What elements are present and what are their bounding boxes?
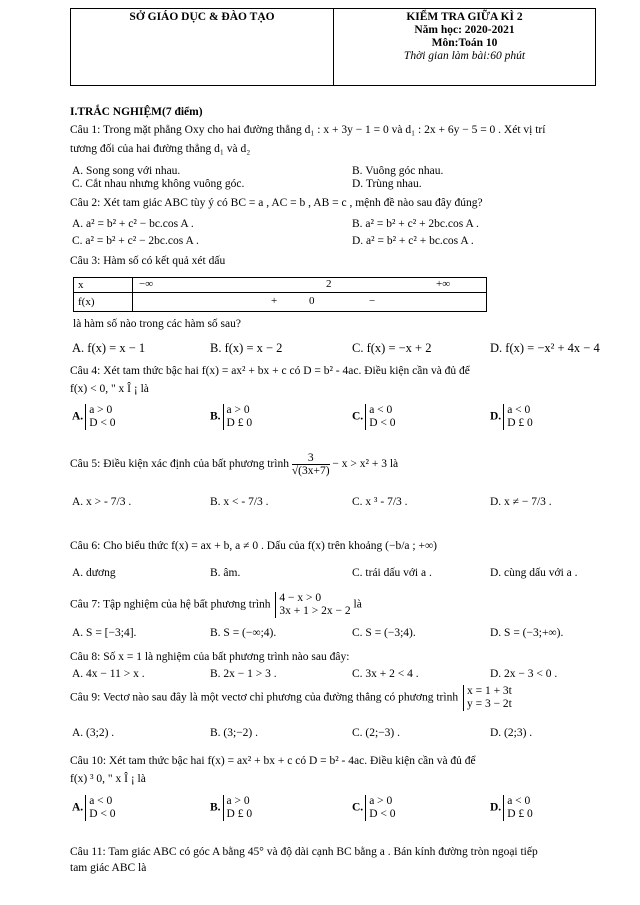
question-5-text: Câu 5: Điều kiện xác định của bất phương trình $\frac{3}{√(3x+7)}$ − x > x² + 3 là: [70, 452, 399, 477]
department-name: SỞ GIÁO DỤC & ĐÀO TẠO: [71, 9, 334, 85]
q10-option-d: D. a < 0 D £ 0: [490, 795, 533, 820]
sign-table-minus: −: [369, 295, 376, 307]
question-11-text: Câu 11: Tam giác ABC có góc A bằng 45° và độ dài cạnh BC bằng a . Bán kính đường tròn ngoại tiếp: [70, 846, 538, 858]
question-2-text: Câu 2: Xét tam giác ABC tùy ý có BC = a , AC = b , AB = c , mệnh đề nào sau đây đúng?: [70, 197, 483, 209]
q8-option-d: D. 2x − 3 < 0 .: [490, 668, 558, 680]
sign-table-plus: +: [271, 295, 278, 307]
q8-option-b: B. 2x − 1 > 3 .: [210, 668, 277, 680]
q3-option-c: C. f(x) = −x + 2: [352, 341, 432, 355]
q9-option-a: A. (3;2) .: [72, 727, 115, 739]
q5-option-c: C. x ³ - 7/3 .: [352, 496, 408, 508]
q4-option-a: A. a > 0 D < 0: [72, 404, 116, 429]
q4-option-b: B. a > 0 D £ 0: [210, 404, 253, 429]
q1-option-c: C. Cắt nhau nhưng không vuông góc.: [72, 178, 245, 190]
question-4-text-2: f(x) < 0, " x Î ¡ là: [70, 383, 149, 395]
question-1-text-2: tương đối của hai đường thẳng d₁ và d₂: [70, 143, 251, 155]
q6-option-d: D. cùng dấu với a .: [490, 567, 578, 579]
q8-option-a: A. 4x − 11 > x .: [72, 668, 145, 680]
exam-info: [334, 9, 595, 85]
question-3-text-2: là hàm số nào trong các hàm số sau?: [73, 318, 241, 330]
sign-table-zero: 0: [309, 295, 315, 307]
question-9-text: Câu 9: Vectơ nào sau đây là một vectơ chỉ phương của đường thẳng có phương trình x = 1 + 3t y = 3 − 2t: [70, 685, 512, 710]
subject: Môn:Toán 10: [431, 37, 498, 49]
q7-option-b: B. S = (−∞;4).: [210, 627, 277, 639]
exam-header: [70, 8, 596, 86]
q6-option-b: B. âm.: [210, 567, 241, 579]
q2-option-a: A. a² = b² + c² − bc.cos A .: [72, 218, 194, 230]
q7-option-c: C. S = (−3;4).: [352, 627, 416, 639]
q7-system: 4 − x > 0 3x + 1 > 2x − 2: [275, 592, 350, 618]
question-4-text: Câu 4: Xét tam thức bậc hai f(x) = ax² + bx + c có D = b² - 4ac. Điều kiện cần và đủ để: [70, 365, 470, 377]
q3-option-b: B. f(x) = x − 2: [210, 341, 283, 355]
question-7-text: Câu 7: Tập nghiệm của hệ bất phương trình 4 − x > 0 3x + 1 > 2x − 2 là: [70, 592, 362, 617]
q2-option-d: D. a² = b² + c² + bc.cos A .: [352, 235, 474, 247]
q8-option-c: C. 3x + 2 < 4 .: [352, 668, 419, 680]
sign-table: [73, 277, 487, 312]
sign-table-x: x: [74, 278, 133, 293]
q9-system: x = 1 + 3t y = 3 − 2t: [463, 685, 512, 711]
q7-option-a: A. S = [−3;4].: [72, 627, 137, 639]
q2-option-b: B. a² = b² + c² + 2bc.cos A .: [352, 218, 479, 230]
school-year: Năm học: 2020-2021: [414, 24, 515, 36]
q1-option-b: B. Vuông góc nhau.: [352, 165, 444, 177]
q9-option-c: C. (2;−3) .: [352, 727, 401, 739]
q6-option-a: A. dương: [72, 567, 116, 579]
exam-title: KIỂM TRA GIỮA KÌ 2: [406, 11, 523, 23]
sign-table-neginf: −∞: [139, 278, 154, 290]
q4-option-c: C. a < 0 D < 0: [352, 404, 396, 429]
question-10-text-2: f(x) ³ 0, " x Î ¡ là: [70, 773, 146, 785]
q9-option-b: B. (3;−2) .: [210, 727, 259, 739]
q4-option-d: D. a < 0 D £ 0: [490, 404, 533, 429]
question-6-text: Câu 6: Cho biểu thức f(x) = ax + b, a ≠ 0 . Dấu của f(x) trên khoảng (−b/a ; +∞): [70, 540, 437, 552]
question-11-text-2: tam giác ABC là: [70, 862, 147, 874]
q10-option-a: A. a < 0 D < 0: [72, 795, 116, 820]
question-8-text: Câu 8: Số x = 1 là nghiệm của bất phương trình nào sau đây:: [70, 651, 350, 663]
question-10-text: Câu 10: Xét tam thức bậc hai f(x) = ax² + bx + c có D = b² - 4ac. Điều kiện cần và đủ để: [70, 755, 476, 767]
q3-option-a: A. f(x) = x − 1: [72, 341, 146, 355]
sign-table-posinf: +∞: [436, 278, 451, 290]
time-limit: Thời gian làm bài:60 phút: [403, 50, 526, 62]
q5-fraction: $\frac{3}{√(3x+7)}$: [291, 452, 330, 477]
q1-option-a: A. Song song với nhau.: [72, 165, 181, 177]
q10-option-c: C. a > 0 D < 0: [352, 795, 396, 820]
q3-option-d: D. f(x) = −x² + 4x − 4: [490, 341, 600, 355]
question-3-text: Câu 3: Hàm số có kết quả xét dấu: [70, 255, 226, 267]
q7-option-d: D. S = (−3;+∞).: [490, 627, 564, 639]
q2-option-c: C. a² = b² + c² − 2bc.cos A .: [72, 235, 199, 247]
q1-option-d: D. Trùng nhau.: [352, 178, 422, 190]
sign-table-two: 2: [326, 278, 332, 290]
q10-option-b: B. a > 0 D £ 0: [210, 795, 253, 820]
question-1-text: Câu 1: Trong mặt phẳng Oxy cho hai đường thẳng d₁ : x + 3y − 1 = 0 và d₁ : 2x + 6y − 5 = 0 . Xét vị trí: [70, 124, 546, 136]
section-title: I.TRẮC NGHIỆM(7 điểm): [70, 106, 203, 118]
q5-option-d: D. x ≠ − 7/3 .: [490, 496, 552, 508]
q6-option-c: C. trái dấu với a .: [352, 567, 432, 579]
q5-option-a: A. x > - 7/3 .: [72, 496, 132, 508]
sign-table-fx: f(x): [74, 293, 133, 312]
q9-option-d: D. (2;3) .: [490, 727, 533, 739]
q5-option-b: B. x < - 7/3 .: [210, 496, 269, 508]
